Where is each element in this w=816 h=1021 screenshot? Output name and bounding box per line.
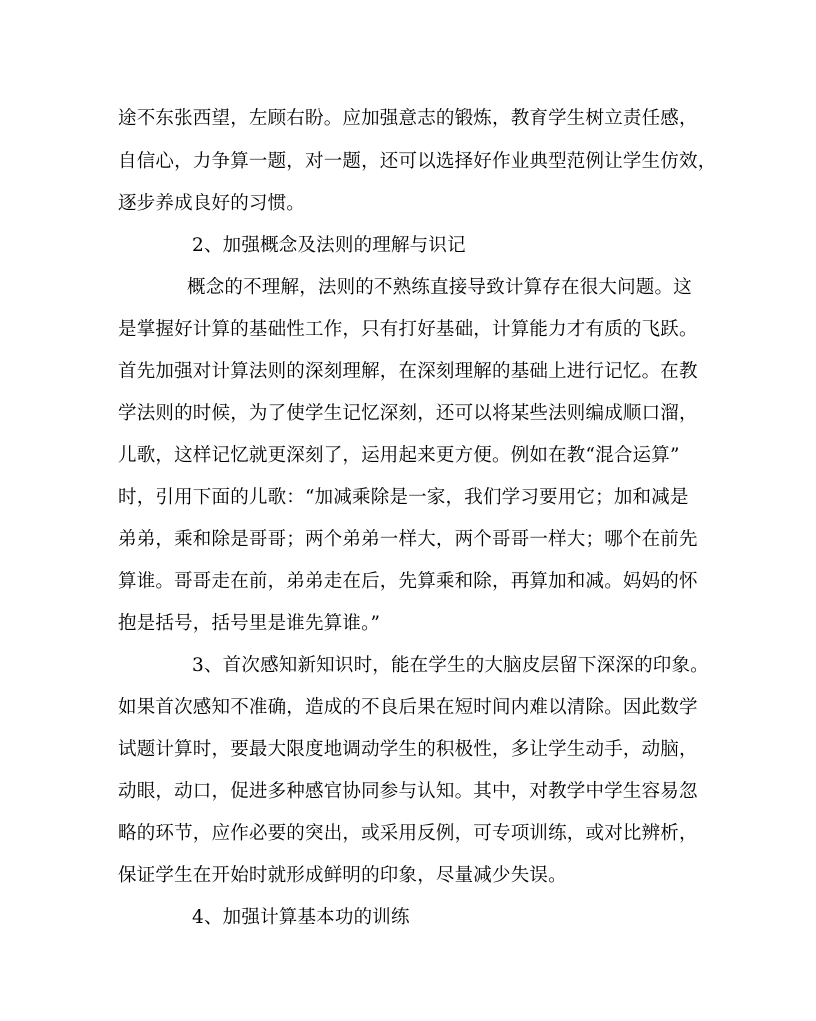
section-heading-2: 2、加强概念及法则的理解与识记 (192, 235, 466, 256)
text-line: 如果首次感知不准确，造成的不良后果在短时间内难以清除。因此数学 (118, 697, 698, 718)
text-line: 算谁。哥哥走在前，弟弟走在后，先算乘和除，再算加和减。妈妈的怀 (118, 571, 698, 592)
text-line: 自信心，力争算一题，对一题，还可以选择好作业典型范例让学生仿效， (118, 151, 717, 172)
text-line: 途不东张西望，左顾右盼。应加强意志的锻炼，教育学生树立责任感， (118, 108, 698, 129)
section-heading-3: 3、首次感知新知识时，能在学生的大脑皮层留下深深的印象。 (192, 655, 709, 676)
text-line: 保证学生在开始时就形成鲜明的印象，尽量减少失误。 (118, 865, 567, 886)
text-line: 动眼，动口，促进多种感官协同参与认知。其中，对教学中学生容易忽 (118, 781, 698, 802)
text-line: 略的环节，应作必要的突出，或采用反例，可专项训练，或对比辨析， (118, 823, 698, 844)
text-line: 抱是括号，括号里是谁先算谁。” (118, 613, 381, 634)
text-line: 首先加强对计算法则的深刻理解，在深刻理解的基础上进行记忆。在教 (118, 361, 698, 382)
text-line: 学法则的时候，为了使学生记忆深刻，还可以将某些法则编成顺口溜， (118, 403, 698, 424)
text-line: 弟弟，乘和除是哥哥；两个弟弟一样大，两个哥哥一样大；哪个在前先 (118, 529, 698, 550)
text-line: 逐步养成良好的习惯。 (118, 193, 306, 214)
text-line: 儿歌，这样记忆就更深刻了，运用起来更方便。例如在教“混合运算” (118, 445, 680, 466)
text-line: 概念的不理解，法则的不熟练直接导致计算存在很大问题。这 (187, 277, 692, 298)
text-line: 是掌握好计算的基础性工作，只有打好基础，计算能力才有质的飞跃。 (118, 319, 698, 340)
text-line: 时，引用下面的儿歌：“加减乘除是一家，我们学习要用它；加和减是 (118, 487, 689, 508)
text-line: 试题计算时，要最大限度地调动学生的积极性，多让学生动手，动脑， (118, 739, 698, 760)
section-heading-4: 4、加强计算基本功的训练 (192, 907, 410, 928)
